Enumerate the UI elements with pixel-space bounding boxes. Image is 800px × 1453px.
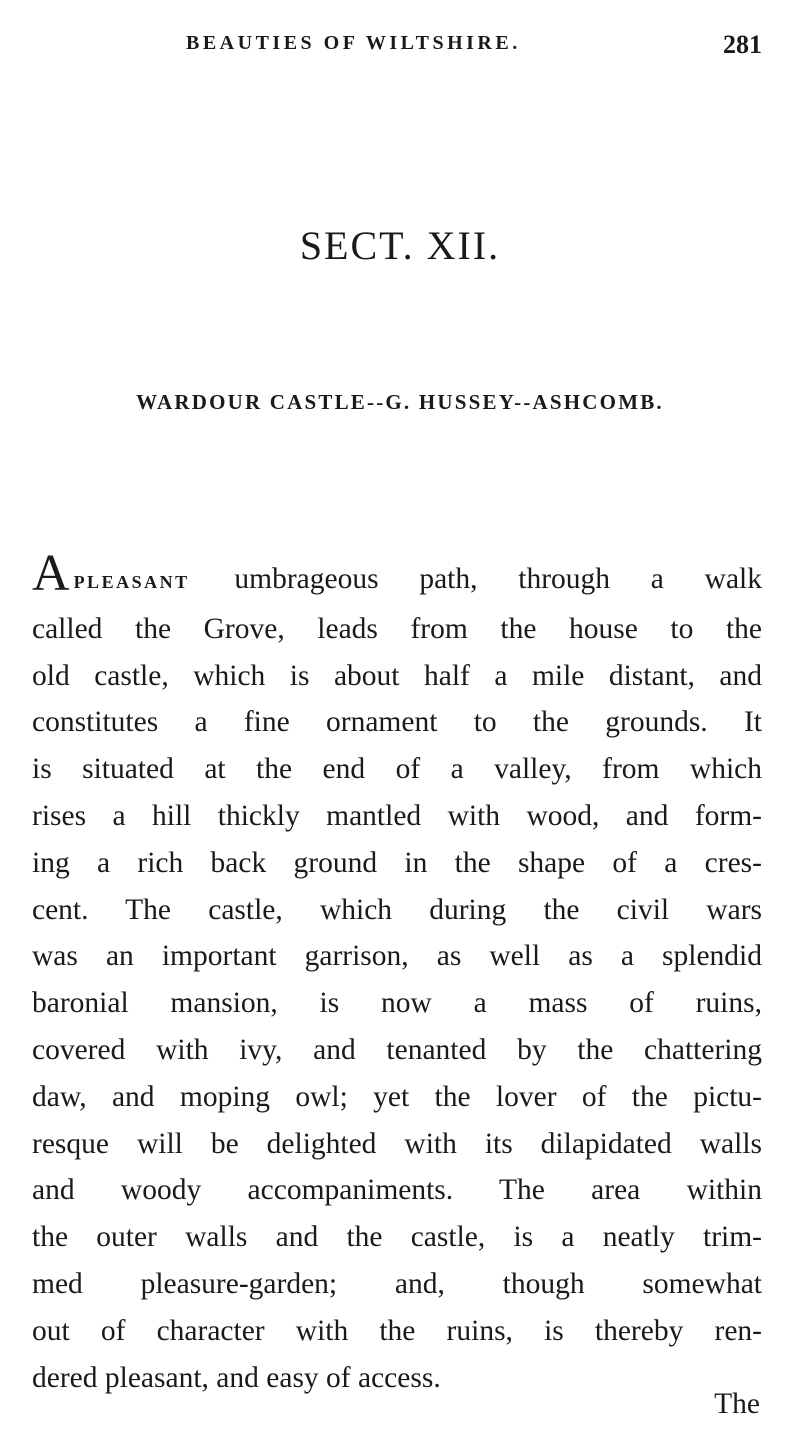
body-line: baronial mansion, is now a mass of ruins, [32,987,762,1020]
body-line: constitutes a fine ornament to the grounds. It [32,706,762,739]
body-line: daw, and moping owl; yet the lover of the pictu- [32,1080,762,1113]
body-line: covered with ivy, and tenanted by the chattering [32,1033,762,1066]
section-title: SECT. XII. [299,223,501,268]
body-line: is situated at the end of a valley, from which [32,753,762,786]
running-title: BEAUTIES OF WILTSHIRE. [186,32,521,54]
body-line: ing a rich back ground in the shape of a cres- [32,846,762,879]
catchword: The [714,1388,760,1420]
body-line: cent. The castle, which during the civil wars [32,893,762,926]
running-head [0,32,800,72]
body-line: dered pleasant, and easy of access. [32,1361,441,1394]
body-line-text: umbrageous path, through a walk [234,563,763,595]
body-line: med pleasure-garden; and, though somewhat [32,1267,762,1300]
body-line: and woody accompaniments. The area within [32,1174,762,1207]
opening-word: PLEASANT [73,572,190,592]
drop-cap: A [32,545,70,602]
body-line: out of character with the ruins, is thereby ren- [32,1314,762,1347]
body-line: called the Grove, leads from the house to the [32,612,762,645]
body-line: the outer walls and the castle, is a neatly trim- [32,1221,762,1254]
body-line: old castle, which is about half a mile distant, and [32,659,762,692]
body-line [32,545,763,606]
section-subtitle: WARDOUR CASTLE--G. HUSSEY--ASHCOMB. [136,390,664,414]
page-number: 281 [723,30,762,59]
body-line: rises a hill thickly mantled with wood, and form- [32,799,762,832]
body-paragraph [32,545,763,1401]
body-line: resque will be delighted with its dilapidated walls [32,1127,762,1160]
body-line: was an important garrison, as well as a splendid [32,940,762,973]
